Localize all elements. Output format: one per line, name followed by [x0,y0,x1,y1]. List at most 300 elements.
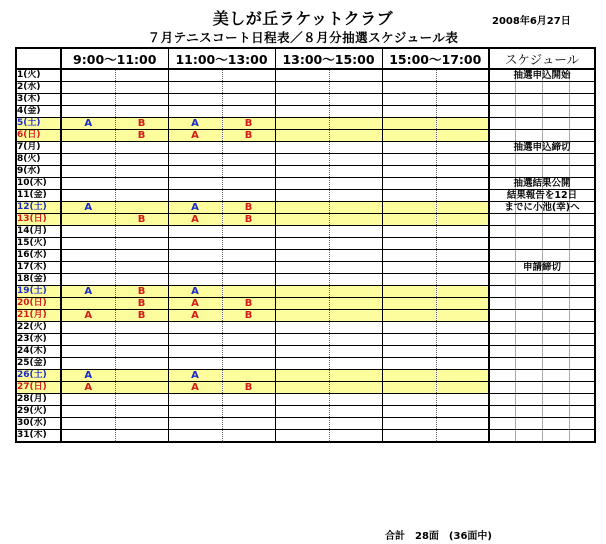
court-slot [436,69,489,82]
schedule-note: までに小池(幸)へ [489,202,595,214]
day-row [16,94,595,106]
court-slot [61,262,115,274]
court-slot [436,226,489,238]
court-slot: A [61,382,115,394]
court-slot [61,394,115,406]
court-slot [115,334,168,346]
day-row [16,310,595,322]
court-slot [382,190,436,202]
court-slot [436,394,489,406]
court-slot [61,358,115,370]
court-slot [222,69,275,82]
court-slot [168,106,222,118]
court-slot [168,142,222,154]
day-label: 16(水) [16,250,61,262]
day-label: 21(月) [16,310,61,322]
court-slot [168,178,222,190]
court-slot [382,94,436,106]
court-slot [115,82,168,94]
court-slot [382,334,436,346]
schedule-note [489,274,595,286]
court-slot [329,322,382,334]
court-slot [115,394,168,406]
court-slot [436,382,489,394]
court-slot: B [115,118,168,130]
schedule-note: 結果報告を12日 [489,190,595,202]
schedule-subtitle: ７月テニスコート日程表／８月分抽選スケジュール表 [147,30,459,45]
footer-total: 合計 28面 (36面中) [385,531,492,542]
day-label: 7(月) [16,142,61,154]
court-slot [222,166,275,178]
court-slot [275,238,329,250]
court-slot [168,406,222,418]
court-slot: A [61,286,115,298]
court-slot [275,274,329,286]
day-row [16,286,595,298]
header-slot-1300: 13:00〜15:00 [275,48,382,69]
header-slot-1100: 11:00〜13:00 [168,48,275,69]
court-slot [222,418,275,430]
day-row [16,130,595,142]
court-slot [168,250,222,262]
court-slot [168,226,222,238]
court-slot [436,286,489,298]
schedule-note: 申請締切 [489,262,595,274]
court-slot [329,178,382,190]
court-slot [275,118,329,130]
court-slot [61,418,115,430]
day-row [16,394,595,406]
court-slot [168,322,222,334]
court-slot [436,82,489,94]
court-slot [115,250,168,262]
court-slot [275,202,329,214]
court-slot [222,262,275,274]
court-slot [329,418,382,430]
day-row [16,238,595,250]
court-slot [115,166,168,178]
court-slot [275,250,329,262]
court-slot [436,214,489,226]
date-stamp: 2008年6月27日 [492,16,571,27]
day-row [16,190,595,202]
court-slot [275,190,329,202]
court-slot [61,334,115,346]
court-slot [115,358,168,370]
court-slot [329,298,382,310]
day-label: 9(水) [16,166,61,178]
court-slot [61,214,115,226]
court-slot [329,166,382,178]
court-slot [275,286,329,298]
schedule-note [489,406,595,418]
court-slot [382,310,436,322]
club-title: 美しが丘ラケットクラブ [212,9,394,28]
schedule-note [489,418,595,430]
day-row [16,106,595,118]
schedule-note: 抽選申込締切 [489,142,595,154]
court-slot [329,382,382,394]
court-slot [222,274,275,286]
day-row [16,178,595,190]
court-slot: A [168,370,222,382]
court-slot: B [222,382,275,394]
court-slot [275,298,329,310]
court-slot: B [222,214,275,226]
court-slot [222,226,275,238]
day-label: 1(火) [16,69,61,82]
court-slot [222,142,275,154]
court-slot [382,346,436,358]
court-slot [436,370,489,382]
court-slot [275,394,329,406]
court-slot: A [61,310,115,322]
court-slot [329,334,382,346]
schedule-note [489,94,595,106]
schedule-note [489,106,595,118]
court-slot [222,322,275,334]
day-row [16,382,595,394]
header-schedule: スケジュール [489,48,595,69]
court-slot [61,406,115,418]
court-slot: B [115,310,168,322]
court-slot [436,154,489,166]
court-slot [329,214,382,226]
day-label: 17(木) [16,262,61,274]
schedule-note [489,130,595,142]
court-slot [115,142,168,154]
court-slot [329,406,382,418]
day-row [16,358,595,370]
court-slot [115,202,168,214]
court-slot [61,154,115,166]
court-slot [61,322,115,334]
court-slot: A [168,130,222,142]
court-slot [382,214,436,226]
day-label: 13(日) [16,214,61,226]
day-label: 18(金) [16,274,61,286]
court-slot [61,346,115,358]
day-row [16,118,595,130]
court-slot [115,238,168,250]
court-slot [61,250,115,262]
day-row [16,142,595,154]
court-slot [382,262,436,274]
court-slot [436,334,489,346]
day-row [16,202,595,214]
court-slot [61,238,115,250]
court-slot [436,274,489,286]
court-slot [61,142,115,154]
court-slot [275,226,329,238]
day-label: 28(月) [16,394,61,406]
court-slot [382,238,436,250]
court-slot [61,430,115,443]
court-slot [275,214,329,226]
court-slot [436,190,489,202]
day-row [16,406,595,418]
court-slot [61,130,115,142]
schedule-note [489,214,595,226]
court-slot [168,262,222,274]
court-slot: A [168,118,222,130]
court-slot [382,178,436,190]
court-slot: B [222,118,275,130]
court-slot: A [168,298,222,310]
court-slot: A [168,286,222,298]
schedule-note [489,286,595,298]
day-row [16,250,595,262]
day-label: 26(土) [16,370,61,382]
day-row [16,69,595,82]
court-slot [222,154,275,166]
court-slot [275,346,329,358]
court-slot: B [115,298,168,310]
court-slot [275,370,329,382]
court-slot [382,322,436,334]
court-slot [329,82,382,94]
court-slot [329,238,382,250]
day-row [16,370,595,382]
court-slot [329,310,382,322]
court-slot [382,154,436,166]
court-slot [222,370,275,382]
court-slot: B [222,310,275,322]
court-slot [222,94,275,106]
court-slot [275,430,329,443]
day-label: 20(日) [16,298,61,310]
court-slot [222,250,275,262]
day-label: 23(水) [16,334,61,346]
court-slot [436,178,489,190]
court-slot [329,190,382,202]
court-slot [436,250,489,262]
court-slot [329,346,382,358]
court-slot: B [222,298,275,310]
schedule-note [489,82,595,94]
court-slot [436,166,489,178]
day-label: 30(水) [16,418,61,430]
court-slot [329,69,382,82]
court-slot [275,142,329,154]
day-row [16,214,595,226]
court-slot [275,358,329,370]
court-slot [115,382,168,394]
court-slot: B [115,214,168,226]
court-slot [275,418,329,430]
court-slot [382,82,436,94]
court-slot [275,262,329,274]
day-label: 12(土) [16,202,61,214]
court-slot: A [168,214,222,226]
day-label: 25(金) [16,358,61,370]
day-label: 29(火) [16,406,61,418]
court-slot [168,69,222,82]
court-slot [275,178,329,190]
court-slot [61,82,115,94]
court-slot [61,274,115,286]
court-slot [275,69,329,82]
court-slot [275,166,329,178]
court-slot [436,106,489,118]
court-slot [222,238,275,250]
court-slot [329,394,382,406]
court-slot [61,226,115,238]
day-row [16,346,595,358]
header-row [16,48,595,69]
court-slot [275,154,329,166]
court-slot [436,118,489,130]
court-slot: A [61,370,115,382]
schedule-note [489,154,595,166]
court-slot [329,262,382,274]
court-slot [436,430,489,443]
court-slot [115,406,168,418]
court-slot [222,406,275,418]
court-slot [382,394,436,406]
day-row [16,418,595,430]
court-slot [436,130,489,142]
court-slot [168,154,222,166]
court-slot [222,394,275,406]
court-slot [329,142,382,154]
court-slot [222,334,275,346]
schedule-note [489,358,595,370]
day-row [16,298,595,310]
court-slot: A [168,202,222,214]
court-slot [168,430,222,443]
header-slot-1500: 15:00〜17:00 [382,48,489,69]
day-label: 2(水) [16,82,61,94]
court-slot [115,226,168,238]
day-row [16,262,595,274]
court-slot [382,142,436,154]
court-slot [382,69,436,82]
court-slot [115,154,168,166]
day-label: 31(木) [16,430,61,443]
court-slot [275,322,329,334]
court-slot [436,94,489,106]
court-slot [115,69,168,82]
court-slot [329,370,382,382]
schedule-note [489,298,595,310]
court-slot [275,94,329,106]
court-slot [115,322,168,334]
court-slot [168,82,222,94]
day-label: 4(金) [16,106,61,118]
court-slot [329,202,382,214]
day-label: 10(木) [16,178,61,190]
court-slot [382,106,436,118]
schedule-note [489,370,595,382]
court-slot [61,190,115,202]
court-slot [382,430,436,443]
court-slot [436,322,489,334]
court-slot [436,202,489,214]
schedule-note [489,322,595,334]
court-slot [329,154,382,166]
schedule-note: 抽選結果公開 [489,178,595,190]
day-label: 15(火) [16,238,61,250]
court-slot [382,274,436,286]
court-slot [275,406,329,418]
court-slot [329,106,382,118]
schedule-note [489,430,595,443]
day-label: 6(日) [16,130,61,142]
court-slot [382,370,436,382]
court-slot [436,238,489,250]
court-slot: B [115,286,168,298]
court-slot [382,118,436,130]
day-label: 8(火) [16,154,61,166]
court-slot [382,286,436,298]
court-slot [115,106,168,118]
court-slot [168,238,222,250]
court-slot [168,274,222,286]
court-slot [61,106,115,118]
court-slot [115,274,168,286]
court-slot [115,190,168,202]
court-slot [115,430,168,443]
court-slot [61,94,115,106]
court-slot [168,334,222,346]
court-slot [382,226,436,238]
court-slot [275,382,329,394]
court-slot [115,94,168,106]
header-blank [16,48,61,69]
court-slot [436,298,489,310]
day-row [16,322,595,334]
court-slot [436,262,489,274]
court-slot [61,178,115,190]
day-label: 5(土) [16,118,61,130]
court-slot [329,274,382,286]
court-slot [382,406,436,418]
court-slot [222,178,275,190]
court-slot [275,106,329,118]
court-slot [168,418,222,430]
court-slot [168,190,222,202]
court-slot [329,286,382,298]
court-slot [382,418,436,430]
court-slot [61,298,115,310]
court-slot [61,69,115,82]
court-slot [222,430,275,443]
day-label: 3(木) [16,94,61,106]
court-slot [382,130,436,142]
court-slot [329,94,382,106]
court-slot [168,346,222,358]
court-slot [115,418,168,430]
court-slot [382,250,436,262]
schedule-note [489,118,595,130]
schedule-note [489,238,595,250]
day-label: 19(土) [16,286,61,298]
court-slot: B [222,130,275,142]
schedule-table [15,47,596,443]
court-slot: B [115,130,168,142]
court-slot [168,166,222,178]
court-slot [222,82,275,94]
day-label: 27(日) [16,382,61,394]
court-slot [222,106,275,118]
day-label: 24(木) [16,346,61,358]
schedule-note [489,166,595,178]
court-slot [222,346,275,358]
day-row [16,274,595,286]
court-slot [436,310,489,322]
court-slot [436,358,489,370]
